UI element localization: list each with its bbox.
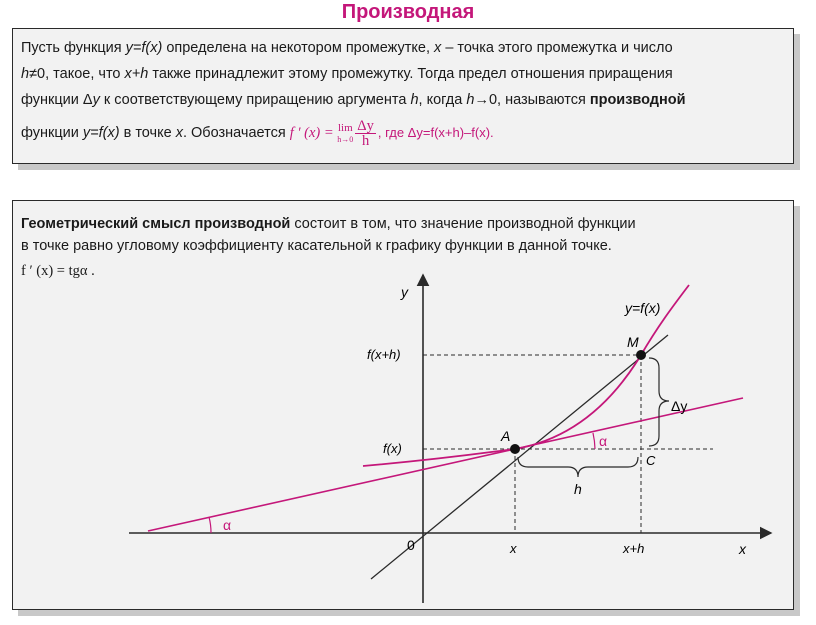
formula-limit <box>337 123 353 145</box>
derivative-formula <box>289 118 494 149</box>
text: Пусть функция <box>21 40 126 56</box>
definition-line-1 <box>21 35 785 61</box>
alpha-tangent-label: α <box>599 433 608 449</box>
formula-numerator: Δy <box>357 118 374 134</box>
text: y <box>92 92 100 108</box>
formula-fraction <box>355 119 376 148</box>
fx-label: f(x) <box>383 441 402 456</box>
point-M-label: M <box>627 334 639 350</box>
text: y=f(x) <box>82 124 120 141</box>
text: h <box>21 66 30 82</box>
dy-label: Δy <box>671 398 688 414</box>
text: x <box>175 124 183 141</box>
derivative-diagram <box>13 201 793 609</box>
point-A-label: A <box>501 428 511 444</box>
brace-dy <box>649 358 669 446</box>
page-title: Производная <box>341 1 475 23</box>
definition-line-4 <box>21 119 785 148</box>
text: к соответствующему приращению аргумента <box>99 92 411 108</box>
y-axis-label: y <box>401 284 408 300</box>
x-axis-label: x <box>739 541 746 557</box>
text: ≠0, такое, что <box>29 66 125 82</box>
fxh-label: f(x+h) <box>367 347 401 362</box>
text: также принадлежит этому промежутку. Тогда предел отношения приращения <box>148 66 673 82</box>
text: h <box>466 92 475 108</box>
definition-line-3 <box>21 87 785 113</box>
geometry-line-2: в точке равно угловому коэффициенту касательной к графику функции в данной точке. <box>21 238 612 254</box>
tangent-formula: f ′ (x) = tgα . <box>21 263 95 279</box>
text: h→0 <box>337 134 354 144</box>
formula-lhs: f ′ (x) = <box>289 124 338 141</box>
formula-denominator: h <box>361 133 370 149</box>
text: функции <box>21 124 83 141</box>
text: функции Δ <box>21 92 93 108</box>
text: x <box>434 40 442 56</box>
point-M <box>636 350 646 360</box>
text: . Обозначается <box>182 124 290 141</box>
brace-h <box>518 457 638 477</box>
definition-text <box>21 35 785 148</box>
text: x+h <box>124 66 149 82</box>
point-A <box>510 444 520 454</box>
curve-label: y=f(x) <box>625 300 661 316</box>
text: y=f(x) <box>125 40 163 56</box>
geometry-box <box>12 200 794 610</box>
formula-rest: , где Δy=f(x+h)–f(x). <box>377 124 494 140</box>
xh-label: x+h <box>623 541 645 556</box>
alpha-axis-label: α <box>223 517 232 533</box>
text: h <box>410 92 419 108</box>
definition-line-2 <box>21 61 785 87</box>
text: состоит в том, что значение производной функции <box>290 216 636 232</box>
h-label: h <box>574 481 582 497</box>
text: определена на некотором промежутке, <box>162 40 435 56</box>
origin-label: 0 <box>407 537 415 553</box>
text: →0, называются <box>474 92 590 108</box>
definition-box <box>12 28 794 164</box>
point-C-label: C <box>646 453 656 468</box>
angle-arc-tangent <box>593 433 595 449</box>
text: в точке <box>119 124 176 141</box>
text: – точка этого промежутка и число <box>441 40 673 56</box>
text: , когда <box>418 92 467 108</box>
text: lim <box>337 121 353 134</box>
geometry-heading: Геометрический смысл производной <box>21 216 291 232</box>
x-label: x <box>510 541 517 556</box>
derivative-term: производной <box>589 92 686 108</box>
angle-arc-axis <box>209 517 211 533</box>
